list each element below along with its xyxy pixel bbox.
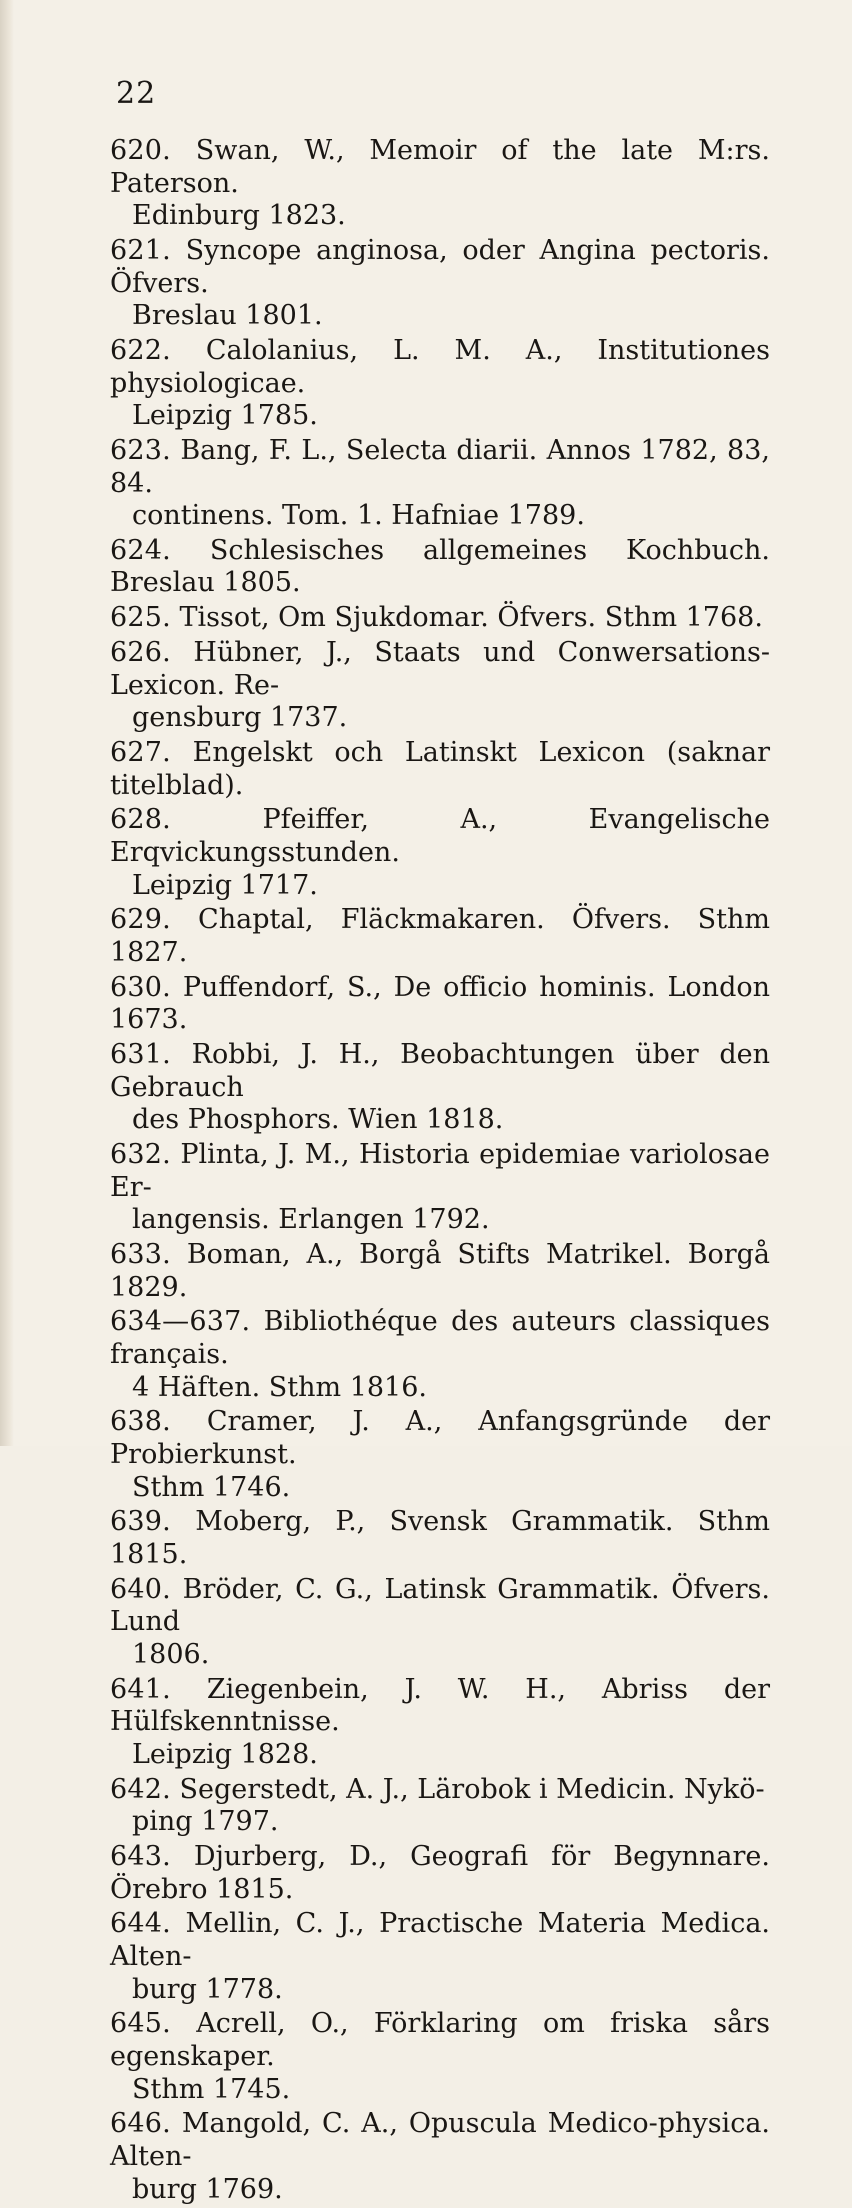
entry-text: Mangold, C. A., Opuscula Medico-physica. Alten-: [110, 2108, 770, 2172]
entry-text: Engelskt och Latinskt Lexicon (saknar titelblad).: [110, 737, 770, 801]
catalogue-entry: [110, 2008, 770, 2106]
entry-number: 644.: [110, 1908, 171, 1940]
entry-number: 646.: [110, 2108, 171, 2140]
entry-text: Pfeiffer, A., Evangelische Erqvickungsstunden.: [110, 804, 770, 868]
entry-number: 628.: [110, 804, 171, 836]
catalogue-entry: [110, 1574, 770, 1672]
entry-continuation: Leipzig 1785.: [132, 400, 318, 432]
entry-text: Hübner, J., Staats und Conwersations-Lexicon. Re-: [110, 637, 770, 701]
entry-text: Cramer, J. A., Anfangsgründe der Probierkunst.: [110, 1406, 770, 1470]
catalogue-entry: [110, 1139, 770, 1237]
entry-number: 626.: [110, 637, 171, 669]
catalogue-entry: [110, 435, 770, 533]
entry-continuation: des Phosphors. Wien 1818.: [132, 1104, 504, 1136]
entry-text: Bibliothéque des auteurs classiques français.: [110, 1306, 770, 1370]
entry-number: 621.: [110, 234, 171, 266]
entry-number: 641.: [110, 1673, 171, 1705]
entry-continuation: Breslau 1801.: [132, 300, 323, 332]
catalogue-entry: [110, 535, 770, 600]
entry-text: Schlesisches allgemeines Kochbuch. Breslau 1805.: [110, 534, 770, 599]
entry-text: Boman, A., Borgå Stifts Matrikel. Borgå 1829.: [110, 1239, 770, 1303]
entry-continuation: Sthm 1745.: [132, 2073, 291, 2105]
entry-number: 633.: [110, 1239, 171, 1271]
entry-text: Swan, W., Memoir of the late M:rs. Paterson.: [110, 135, 770, 199]
entry-continuation: burg 1769.: [132, 2173, 283, 2205]
entry-number: 643.: [110, 1841, 171, 1873]
catalogue-entry: [110, 1239, 770, 1304]
page-number: 22: [116, 76, 157, 111]
entry-text: Chaptal, Fläckmakaren. Öfvers. Sthm 1827.: [110, 904, 770, 968]
catalogue-entries: [110, 135, 770, 2208]
entry-continuation: Edinburg 1823.: [132, 200, 346, 232]
entry-number: 640.: [110, 1573, 171, 1605]
catalogue-entry: [110, 1039, 770, 1137]
entry-number: 625.: [110, 602, 171, 634]
catalogue-entry: [110, 737, 770, 802]
entry-number: 620.: [110, 135, 171, 166]
entry-text: Mellin, C. J., Practische Materia Medica. Alten-: [110, 1908, 770, 1972]
catalogue-entry: [110, 972, 770, 1037]
entry-continuation: continens. Tom. 1. Hafniae 1789.: [132, 500, 585, 532]
entry-text: Bröder, C. G., Latinsk Grammatik. Öfvers. Lund: [110, 1573, 770, 1638]
entry-text: Plinta, J. M., Historia epidemiae variolosae Er-: [110, 1139, 770, 1203]
catalogue-entry: [110, 1674, 770, 1772]
entry-number: 632.: [110, 1139, 171, 1171]
binding-edge: [0, 0, 14, 1446]
catalogue-entry: [110, 135, 770, 233]
entry-continuation: 4 Häften. Sthm 1816.: [132, 1371, 427, 1403]
entry-number: 638.: [110, 1406, 171, 1438]
entry-text: Segerstedt, A. J., Lärobok i Medicin. Nykö-: [179, 1773, 765, 1805]
entry-text: Acrell, O., Förklaring om friska sårs egenskaper.: [110, 2008, 770, 2072]
catalogue-entry: [110, 637, 770, 735]
entry-number: 627.: [110, 737, 171, 768]
catalogue-entry: [110, 235, 770, 333]
entry-number: 645.: [110, 2008, 171, 2040]
entry-text: Djurberg, D., Geografi för Begynnare. Örebro 1815.: [110, 1841, 770, 1905]
entry-number: 631.: [110, 1039, 171, 1071]
catalogue-entry: [110, 1306, 770, 1404]
entry-continuation: burg 1778.: [132, 1973, 283, 2005]
entry-text: Tissot, Om Sjukdomar. Öfvers. Sthm 1768.: [179, 602, 763, 634]
catalogue-entry: [110, 1774, 770, 1839]
catalogue-entry: [110, 1406, 770, 1504]
entry-number: 629.: [110, 904, 171, 936]
catalogue-entry: [110, 335, 770, 433]
entry-continuation: 1806.: [132, 1638, 210, 1670]
entry-continuation: ping 1797.: [132, 1806, 279, 1838]
entry-number: 623.: [110, 434, 171, 466]
entry-number: 642.: [110, 1773, 171, 1805]
entry-text: Moberg, P., Svensk Grammatik. Sthm 1815.: [110, 1506, 770, 1570]
entry-text: Syncope anginosa, oder Angina pectoris. Öfvers.: [110, 234, 770, 299]
entry-number: 622.: [110, 334, 171, 366]
catalogue-entry: [110, 1908, 770, 2006]
entry-text: Puffendorf, S., De officio hominis. London 1673.: [110, 971, 770, 1036]
catalogue-entry: [110, 602, 770, 635]
entry-continuation: Leipzig 1717.: [132, 869, 318, 901]
entry-text: Robbi, J. H., Beobachtungen über den Gebrauch: [110, 1039, 770, 1103]
entry-text: Bang, F. L., Selecta diarii. Annos 1782, 83, 84.: [110, 434, 770, 499]
entry-number: 630.: [110, 971, 171, 1003]
entry-number: 624.: [110, 534, 171, 566]
entry-text: Calolanius, L. M. A., Institutiones physiologicae.: [110, 334, 770, 399]
entry-continuation: langensis. Erlangen 1792.: [132, 1204, 490, 1236]
entry-continuation: Sthm 1746.: [132, 1471, 291, 1503]
entry-number: 634—637.: [110, 1306, 251, 1338]
catalogue-entry: [110, 804, 770, 902]
catalogue-entry: [110, 1506, 770, 1571]
entry-continuation: Leipzig 1828.: [132, 1738, 318, 1770]
catalogue-entry: [110, 1841, 770, 1906]
catalogue-entry: [110, 904, 770, 969]
entry-number: 639.: [110, 1506, 171, 1538]
catalogue-entry: [110, 2108, 770, 2206]
entry-continuation: gensburg 1737.: [132, 702, 348, 734]
entry-text: Ziegenbein, J. W. H., Abriss der Hülfskenntnisse.: [110, 1673, 770, 1738]
